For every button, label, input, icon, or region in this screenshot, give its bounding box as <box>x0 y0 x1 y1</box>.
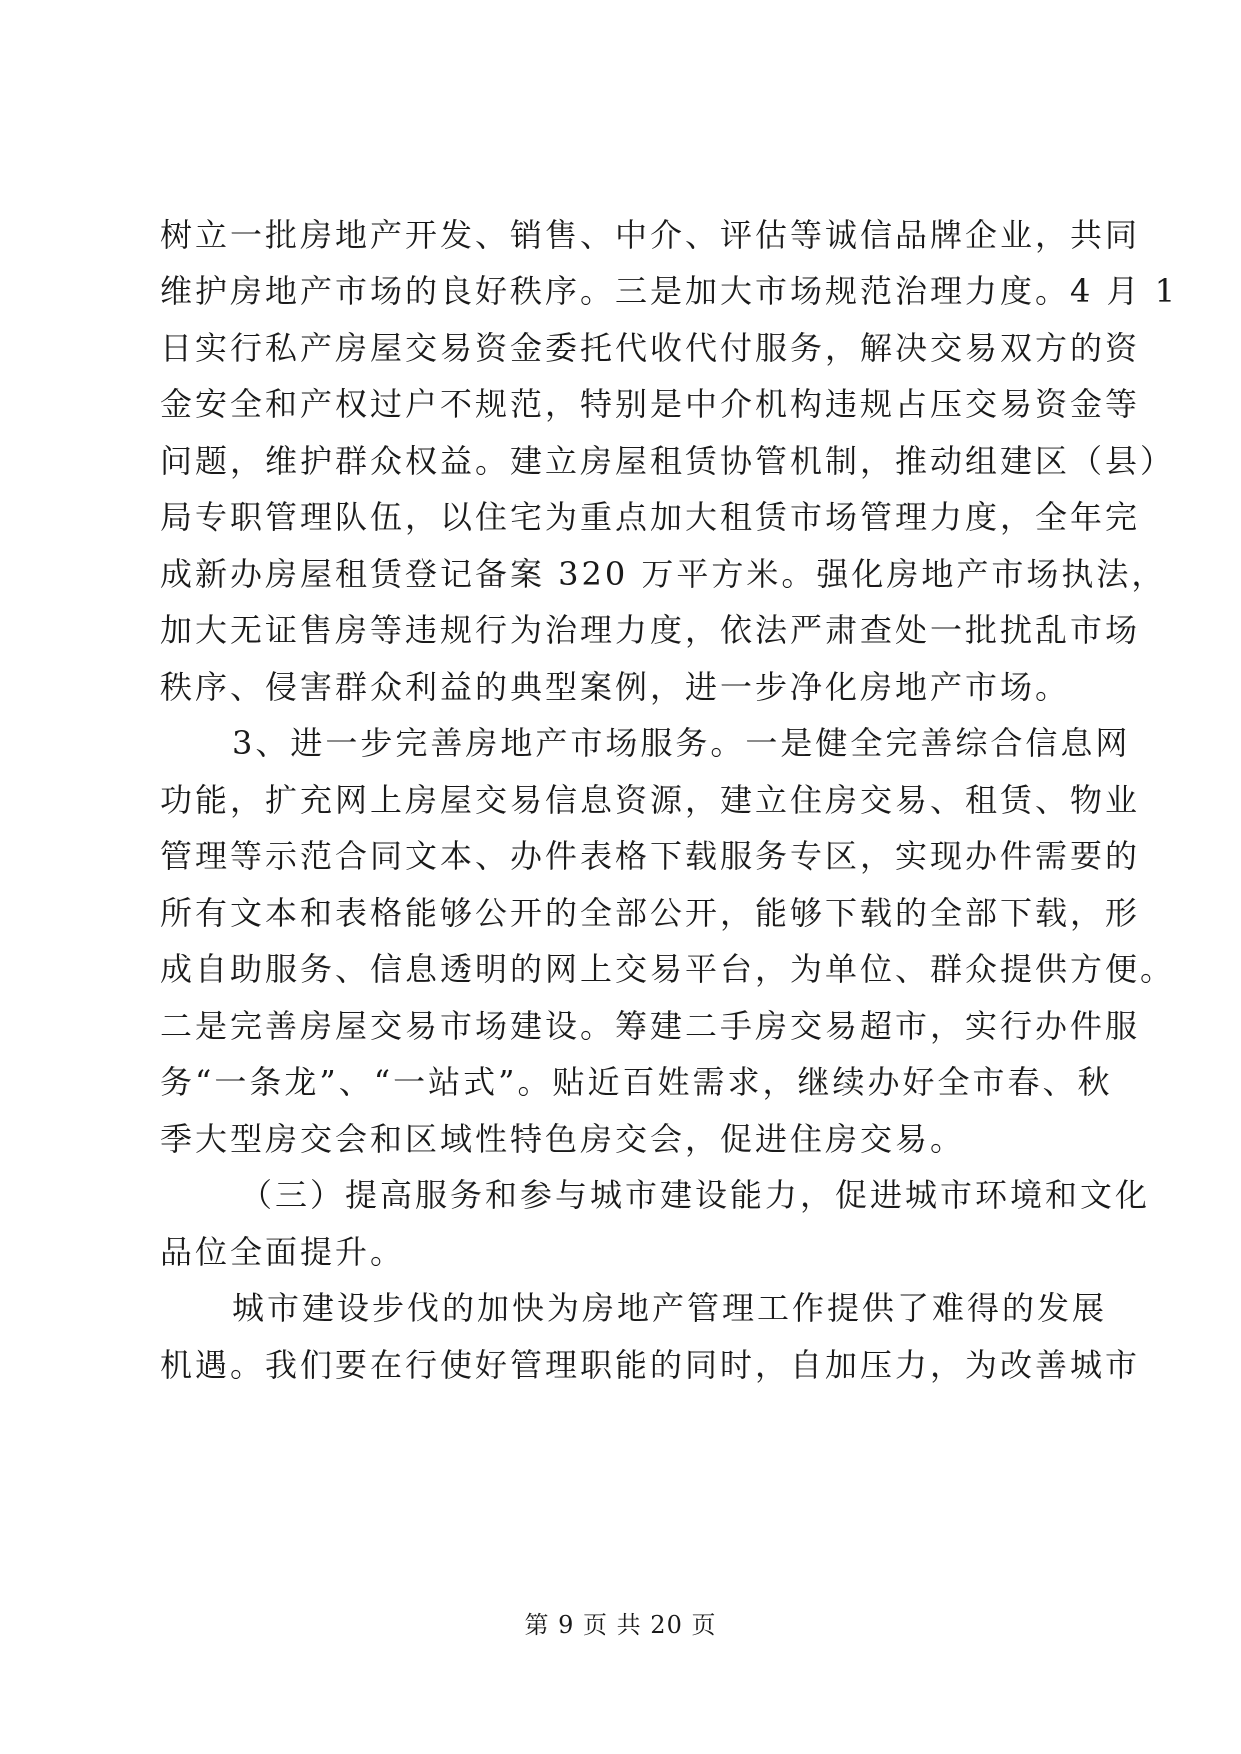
text-line-11: 功能，扩充网上房屋交易信息资源，建立住房交易、租赁、物业 <box>160 781 1141 819</box>
text-line-3: 日实行私产房屋交易资金委托代收代付服务，解决交易双方的资 <box>160 329 1141 367</box>
page-number-footer: 第 9 页 共 20 页 <box>524 1611 717 1639</box>
text-line-21: 机遇。我们要在行使好管理职能的同时，自加压力，为改善城市 <box>160 1346 1141 1384</box>
text-line-9: 秩序、侵害群众利益的典型案例，进一步净化房地产市场。 <box>160 668 1071 706</box>
text-line-15: 二是完善房屋交易市场建设。筹建二手房交易超市，实行办件服 <box>160 1007 1141 1045</box>
text-line-20: 城市建设步伐的加快为房地产管理工作提供了难得的发展 <box>232 1289 1108 1327</box>
text-line-12: 管理等示范合同文本、办件表格下载服务专区，实现办件需要的 <box>160 837 1141 875</box>
text-line-2: 维护房地产市场的良好秩序。三是加大市场规范治理力度。4 月 1 <box>160 272 1179 310</box>
text-line-14: 成自助服务、信息透明的网上交易平台，为单位、群众提供方便。 <box>160 950 1176 988</box>
text-line-8: 加大无证售房等违规行为治理力度，依法严肃查处一批扰乱市场 <box>160 611 1141 649</box>
text-line-5: 问题，维护群众权益。建立房屋租赁协管机制，推动组建区（县） <box>160 442 1176 480</box>
section-heading-line-1: （三）提高服务和参与城市建设能力，促进城市环境和文化 <box>240 1176 1151 1214</box>
text-line-7: 成新办房屋租赁登记备案 320 万平方米。强化房地产市场执法， <box>160 555 1167 593</box>
text-line-10: 3、进一步完善房地产市场服务。一是健全完善综合信息网 <box>232 724 1131 762</box>
text-line-13: 所有文本和表格能够公开的全部公开，能够下载的全部下载，形 <box>160 894 1141 932</box>
text-line-17: 季大型房交会和区域性特色房交会，促进住房交易。 <box>160 1120 966 1158</box>
text-line-6: 局专职管理队伍，以住宅为重点加大租赁市场管理力度，全年完 <box>160 498 1141 536</box>
text-line-4: 金安全和产权过户不规范，特别是中介机构违规占压交易资金等 <box>160 385 1141 423</box>
text-line-16: 务“一条龙”、“一站式”。贴近百姓需求，继续办好全市春、秋 <box>160 1063 1113 1101</box>
section-heading-line-2: 品位全面提升。 <box>160 1233 406 1271</box>
text-line-1: 树立一批房地产开发、销售、中介、评估等诚信品牌企业，共同 <box>160 216 1141 254</box>
